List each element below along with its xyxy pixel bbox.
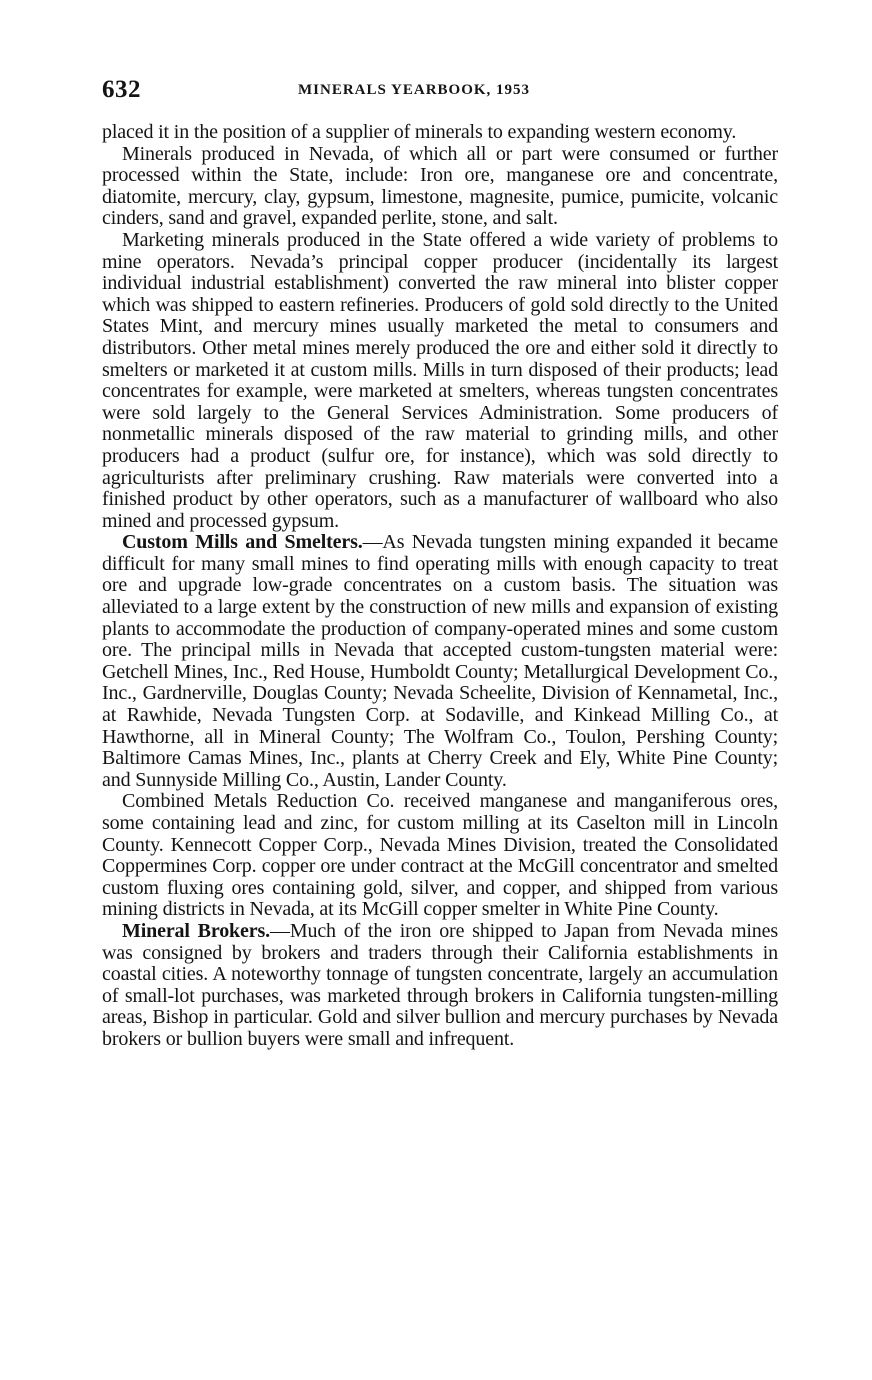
paragraph-text: —As Nevada tungsten mining expanded it became difficult for many small mines to find operating mills with enough capacity to treat ore and upgrade low-grade concentrates on a custom basis. The situation was alleviated to a large extent by the construction of new mills and expansion of existing plants to accommodate the production of company-operated mines and some custom ore. The principal mills in Nevada that accepted custom-tungsten material were: Getchell Mines, Inc., Red House, Humboldt County; Metallurgical Development Co., Inc., Gardnerville, Douglas County; Nevada Scheelite, Division of Kennametal, Inc., at Rawhide, Nevada Tungsten Corp. at Sodaville, and Kinkead Milling Co., at Hawthorne, all in Mineral County; The Wolfram Co., Toulon, Pershing County; Baltimore Camas Mines, Inc., plants at Cherry Creek and Ely, White Pine County; and Sunnyside Milling Co., Austin, Lander County.: [102, 531, 778, 791]
body-text: [102, 122, 778, 1051]
running-title: MINERALS YEARBOOK, 1953: [298, 82, 531, 98]
page-number: 632: [102, 76, 141, 103]
paragraph-marketing: [102, 230, 778, 532]
section-heading-mineral-brokers: Mineral Brokers.: [122, 919, 270, 942]
paragraph-minerals-consumed: [102, 144, 778, 230]
paragraph-continuation: [102, 122, 778, 144]
paragraph-mineral-brokers: [102, 921, 778, 1051]
document-page: [102, 76, 778, 1051]
paragraph-combined-metals: [102, 791, 778, 921]
paragraph-text: Combined Metals Reduction Co. received manganese and manganiferous ores, some containing lead and zinc, for custom milling at its Caselton mill in Lincoln County. Kennecott Copper Corp., Nevada Mines Division, treated the Consolidated Coppermines Corp. copper ore under contract at the McGill concentrator and smelted custom fluxing ores containing gold, silver, and copper, and shipped from various mining districts in Nevada, at its McGill copper smelter in White Pine County.: [102, 790, 778, 921]
page-header: [102, 76, 778, 106]
paragraph-text: —Much of the iron ore shipped to Japan from Nevada mines was consigned by brokers and traders through their California establishments in coastal cities. A noteworthy tonnage of tungsten concentrate, largely an accumulation of small-lot purchases, was marketed through brokers in California tungsten-milling areas, Bishop in particular. Gold and silver bullion and mercury purchases by Nevada brokers or bullion buyers were small and infrequent.: [102, 919, 778, 1050]
section-heading-custom-mills: Custom Mills and Smelters.: [122, 531, 363, 554]
paragraph-text: Minerals produced in Nevada, of which all or part were consumed or further processed within the State, include: Iron ore, manganese ore and concentrate, diatomite, mercury, clay, gypsum, limestone, magnesite, pumice, pumicite, volcanic cinders, sand and gravel, expanded perlite, stone, and salt.: [102, 142, 778, 230]
paragraph-custom-mills: [102, 532, 778, 791]
paragraph-text: placed it in the position of a supplier of minerals to expanding western economy.: [102, 121, 737, 143]
paragraph-text: Marketing minerals produced in the State offered a wide variety of problems to mine operators. Nevada’s principal copper producer (incidentally its largest individual industrial establishment) converted the raw mineral into blister copper which was shipped to eastern refineries. Producers of gold sold directly to the United States Mint, and mercury mines usually marketed the metal to consumers and distributors. Other metal mines merely produced the ore and either sold it directly to smelters or marketed it at custom mills. Mills in turn disposed of their products; lead concentrates for example, were marketed at smelters, whereas tungsten concentrates were sold largely to the General Services Administration. Some producers of nonmetallic minerals disposed of the raw material to grinding mills, and other producers had a product (sulfur ore, for instance), which was sold directly to agriculturists after preliminary crushing. Raw materials were converted into a finished product by other operators, such as a manufacturer of wallboard who also mined and processed gypsum.: [102, 228, 778, 532]
